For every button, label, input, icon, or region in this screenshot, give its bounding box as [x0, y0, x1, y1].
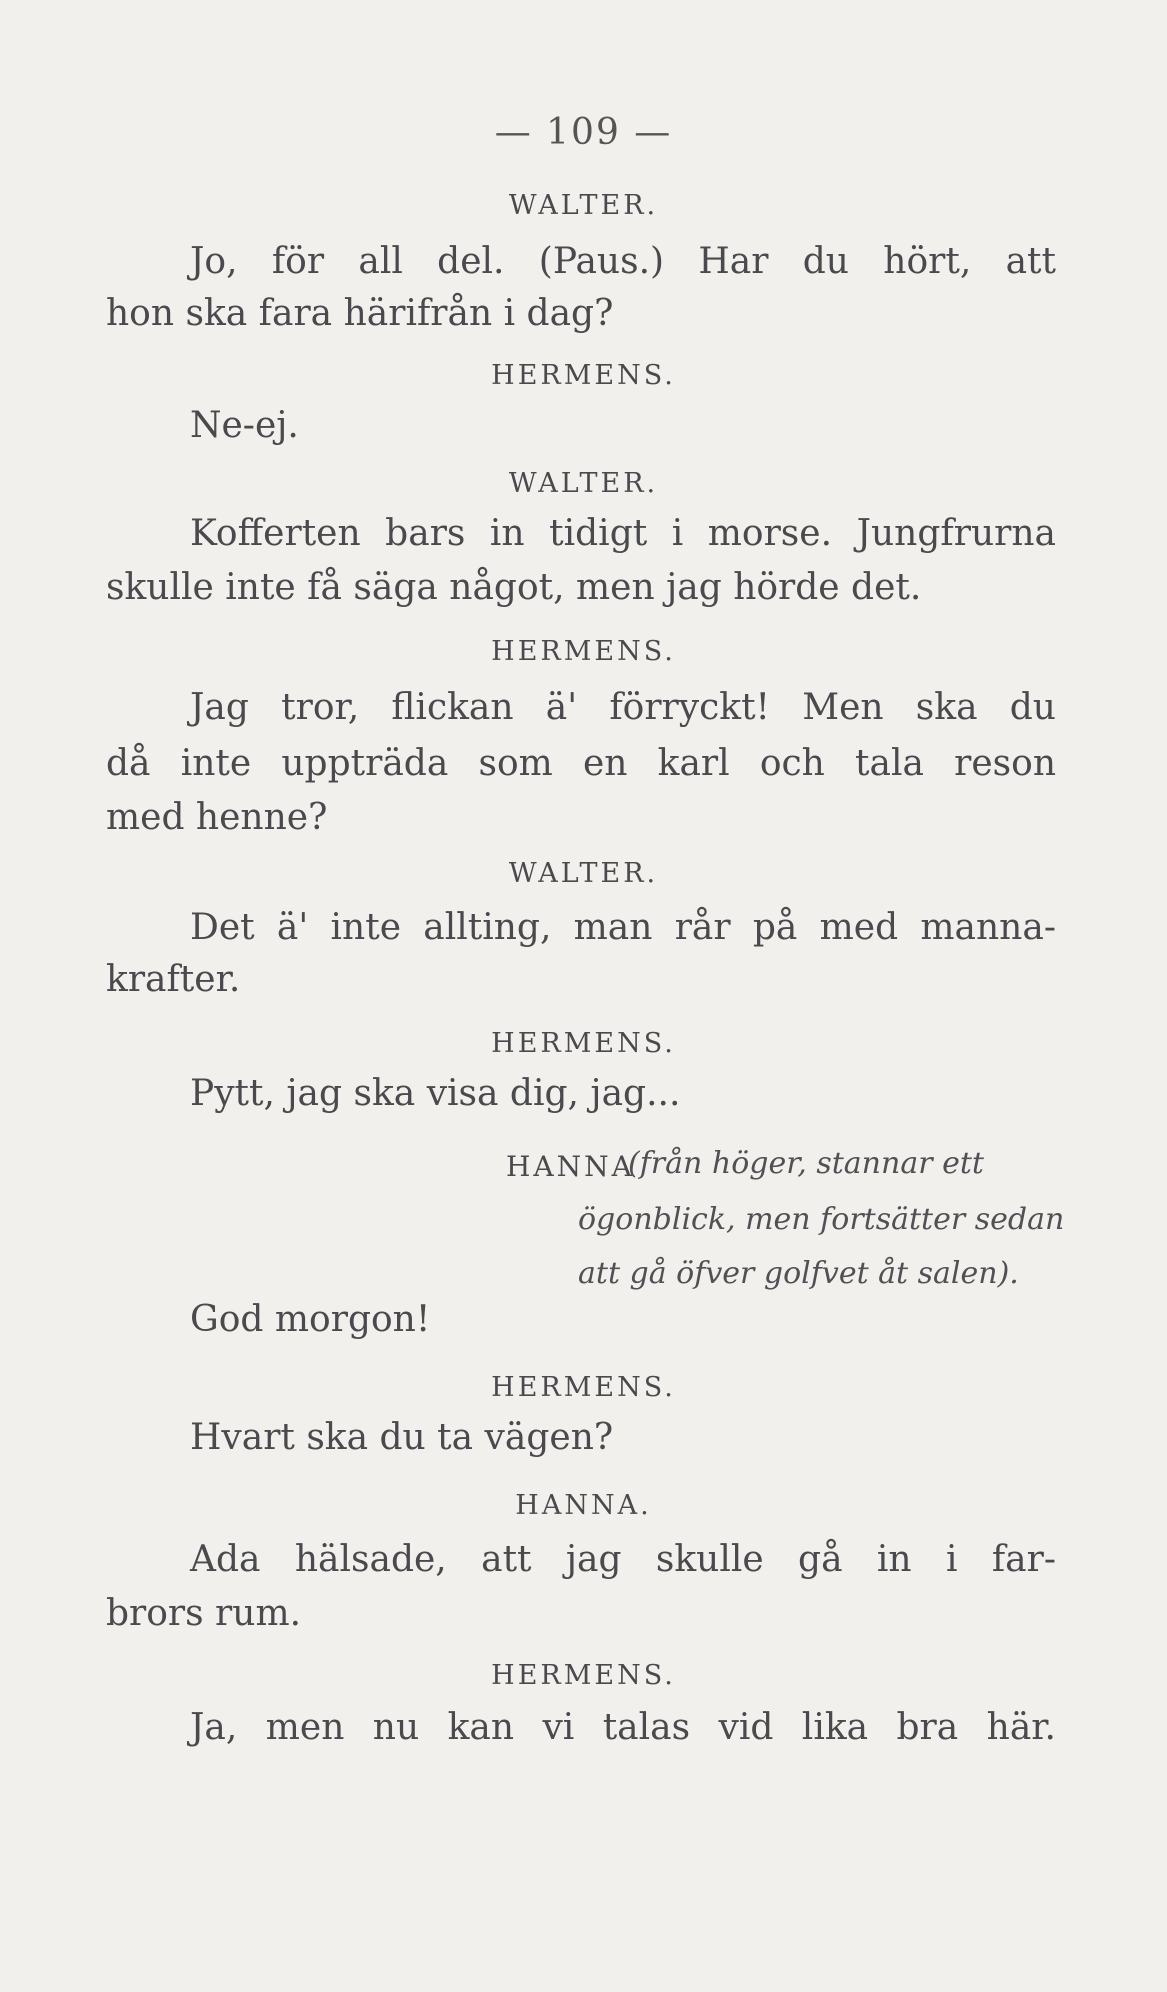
dialogue-line: med henne?	[106, 797, 328, 838]
speaker-walter: WALTER.	[508, 468, 659, 499]
stage-direction: ögonblick, men fortsätter sedan	[578, 1202, 1065, 1237]
speaker-hermens: HERMENS.	[491, 1028, 676, 1059]
dialogue-line: brors rum.	[106, 1593, 302, 1634]
dialogue-line: Ne-ej.	[190, 405, 299, 446]
dialogue-line: Jag tror, flickan ä' förryckt! Men ska du	[190, 687, 1056, 728]
dialogue-line: Det ä' inte allting, man rår på med manna-	[190, 907, 1056, 948]
dialogue-line: krafter.	[106, 959, 241, 1000]
dialogue-line: Ada hälsade, att jag skulle gå in i far-	[190, 1539, 1056, 1580]
speaker-hanna: HANNA	[506, 1150, 635, 1183]
speaker-hermens: HERMENS.	[491, 360, 676, 391]
speaker-walter: WALTER.	[508, 190, 659, 221]
dialogue-line: Pytt, jag ska visa dig, jag...	[190, 1073, 681, 1114]
dialogue-line: Ja, men nu kan vi talas vid lika bra här.	[190, 1707, 1056, 1748]
speaker-hanna: HANNA.	[515, 1490, 652, 1521]
dialogue-line: Kofferten bars in tidigt i morse. Jungfrurna	[190, 513, 1056, 554]
speaker-hermens: HERMENS.	[491, 1372, 676, 1403]
dialogue-line: Jo, för all del. (Paus.) Har du hört, att	[190, 241, 1056, 282]
speaker-hermens: HERMENS.	[491, 636, 676, 667]
speaker-hermens: HERMENS.	[491, 1660, 676, 1691]
dialogue-line: skulle inte få säga något, men jag hörde det.	[106, 567, 922, 608]
dialogue-line: Hvart ska du ta vägen?	[190, 1417, 614, 1458]
dialogue-line: God morgon!	[190, 1299, 431, 1340]
speaker-walter: WALTER.	[508, 858, 659, 889]
dialogue-line: då inte uppträda som en karl och tala reson	[106, 743, 1056, 784]
stage-direction: (från höger, stannar ett	[628, 1146, 984, 1181]
dialogue-line: hon ska fara härifrån i dag?	[106, 293, 614, 334]
page-number: — 109 —	[494, 112, 673, 153]
stage-direction: att gå öfver golfvet åt salen).	[578, 1256, 1019, 1291]
